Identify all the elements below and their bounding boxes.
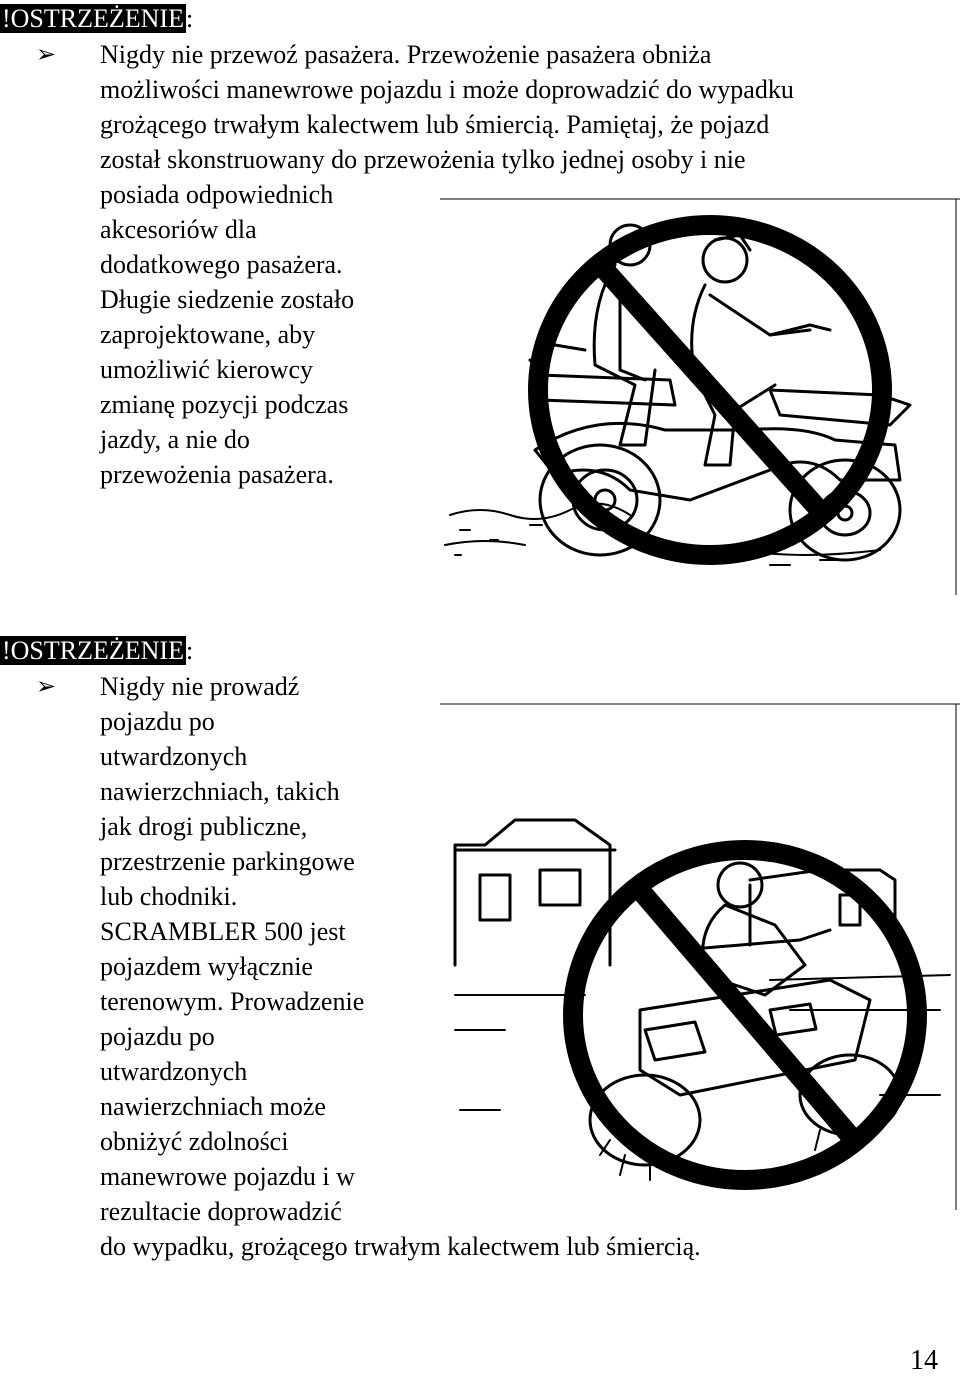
text-line: manewrowe pojazdu i w xyxy=(100,1162,355,1191)
no-passenger-illustration xyxy=(440,195,960,595)
text-line: został skonstruowany do przewożenia tylko jednej osoby i nie xyxy=(100,145,746,174)
text-line: umożliwić kierowcy xyxy=(100,355,313,384)
text-line: grożącego trwałym kalectwem lub śmiercią. Pamiętaj, że pojazd xyxy=(100,110,770,139)
bullet-arrow-icon: ➢ xyxy=(36,674,57,700)
warning-colon: : xyxy=(185,4,194,33)
text-line: do wypadku, grożącego trwałym kalectwem lub śmiercią. xyxy=(100,1232,701,1261)
warning-heading-2 xyxy=(0,636,193,666)
no-paved-road-illustration xyxy=(440,700,960,1210)
text-line: rezultacie doprowadzić xyxy=(100,1197,342,1226)
text-line: SCRAMBLER 500 jest xyxy=(100,917,346,946)
text-line: zaprojektowane, aby xyxy=(100,320,316,349)
bullet-arrow-icon: ➢ xyxy=(36,42,57,68)
text-line: dodatkowego pasażera. xyxy=(100,250,343,279)
text-line: przestrzenie parkingowe xyxy=(100,847,355,876)
text-line: możliwości manewrowe pojazdu i może doprowadzić do wypadku xyxy=(100,75,794,104)
text-line: lub chodniki. xyxy=(100,882,238,911)
warning-colon: : xyxy=(185,636,194,665)
warning-label: !OSTRZEŻENIE xyxy=(2,4,184,33)
text-line: Nigdy nie prowadź xyxy=(100,672,300,701)
text-line: pojazdem wyłącznie xyxy=(100,952,313,981)
text-line: terenowym. Prowadzenie xyxy=(100,987,365,1016)
text-line: przewożenia pasażera. xyxy=(100,460,334,489)
text-line: nawierzchniach może xyxy=(100,1092,326,1121)
text-line: pojazdu po xyxy=(100,1022,215,1051)
warning-label: !OSTRZEŻENIE xyxy=(2,636,184,665)
text-line: Nigdy nie przewoź pasażera. Przewożenie pasażera obniża xyxy=(100,40,712,69)
text-line: pojazdu po xyxy=(100,707,215,736)
text-line: jak drogi publiczne, xyxy=(100,812,308,841)
text-line: utwardzonych xyxy=(100,742,248,771)
text-line: posiada odpowiednich xyxy=(100,180,334,209)
text-line: obniżyć zdolności xyxy=(100,1127,289,1156)
text-line: nawierzchniach, takich xyxy=(100,777,340,806)
page-number: 14 xyxy=(910,1345,938,1376)
text-line: jazdy, a nie do xyxy=(100,425,250,454)
text-line: utwardzonych xyxy=(100,1057,248,1086)
warning-heading-1 xyxy=(0,4,193,34)
text-line: akcesoriów dla xyxy=(100,215,257,244)
text-line: Długie siedzenie zostało xyxy=(100,285,355,314)
text-line: zmianę pozycji podczas xyxy=(100,390,349,419)
